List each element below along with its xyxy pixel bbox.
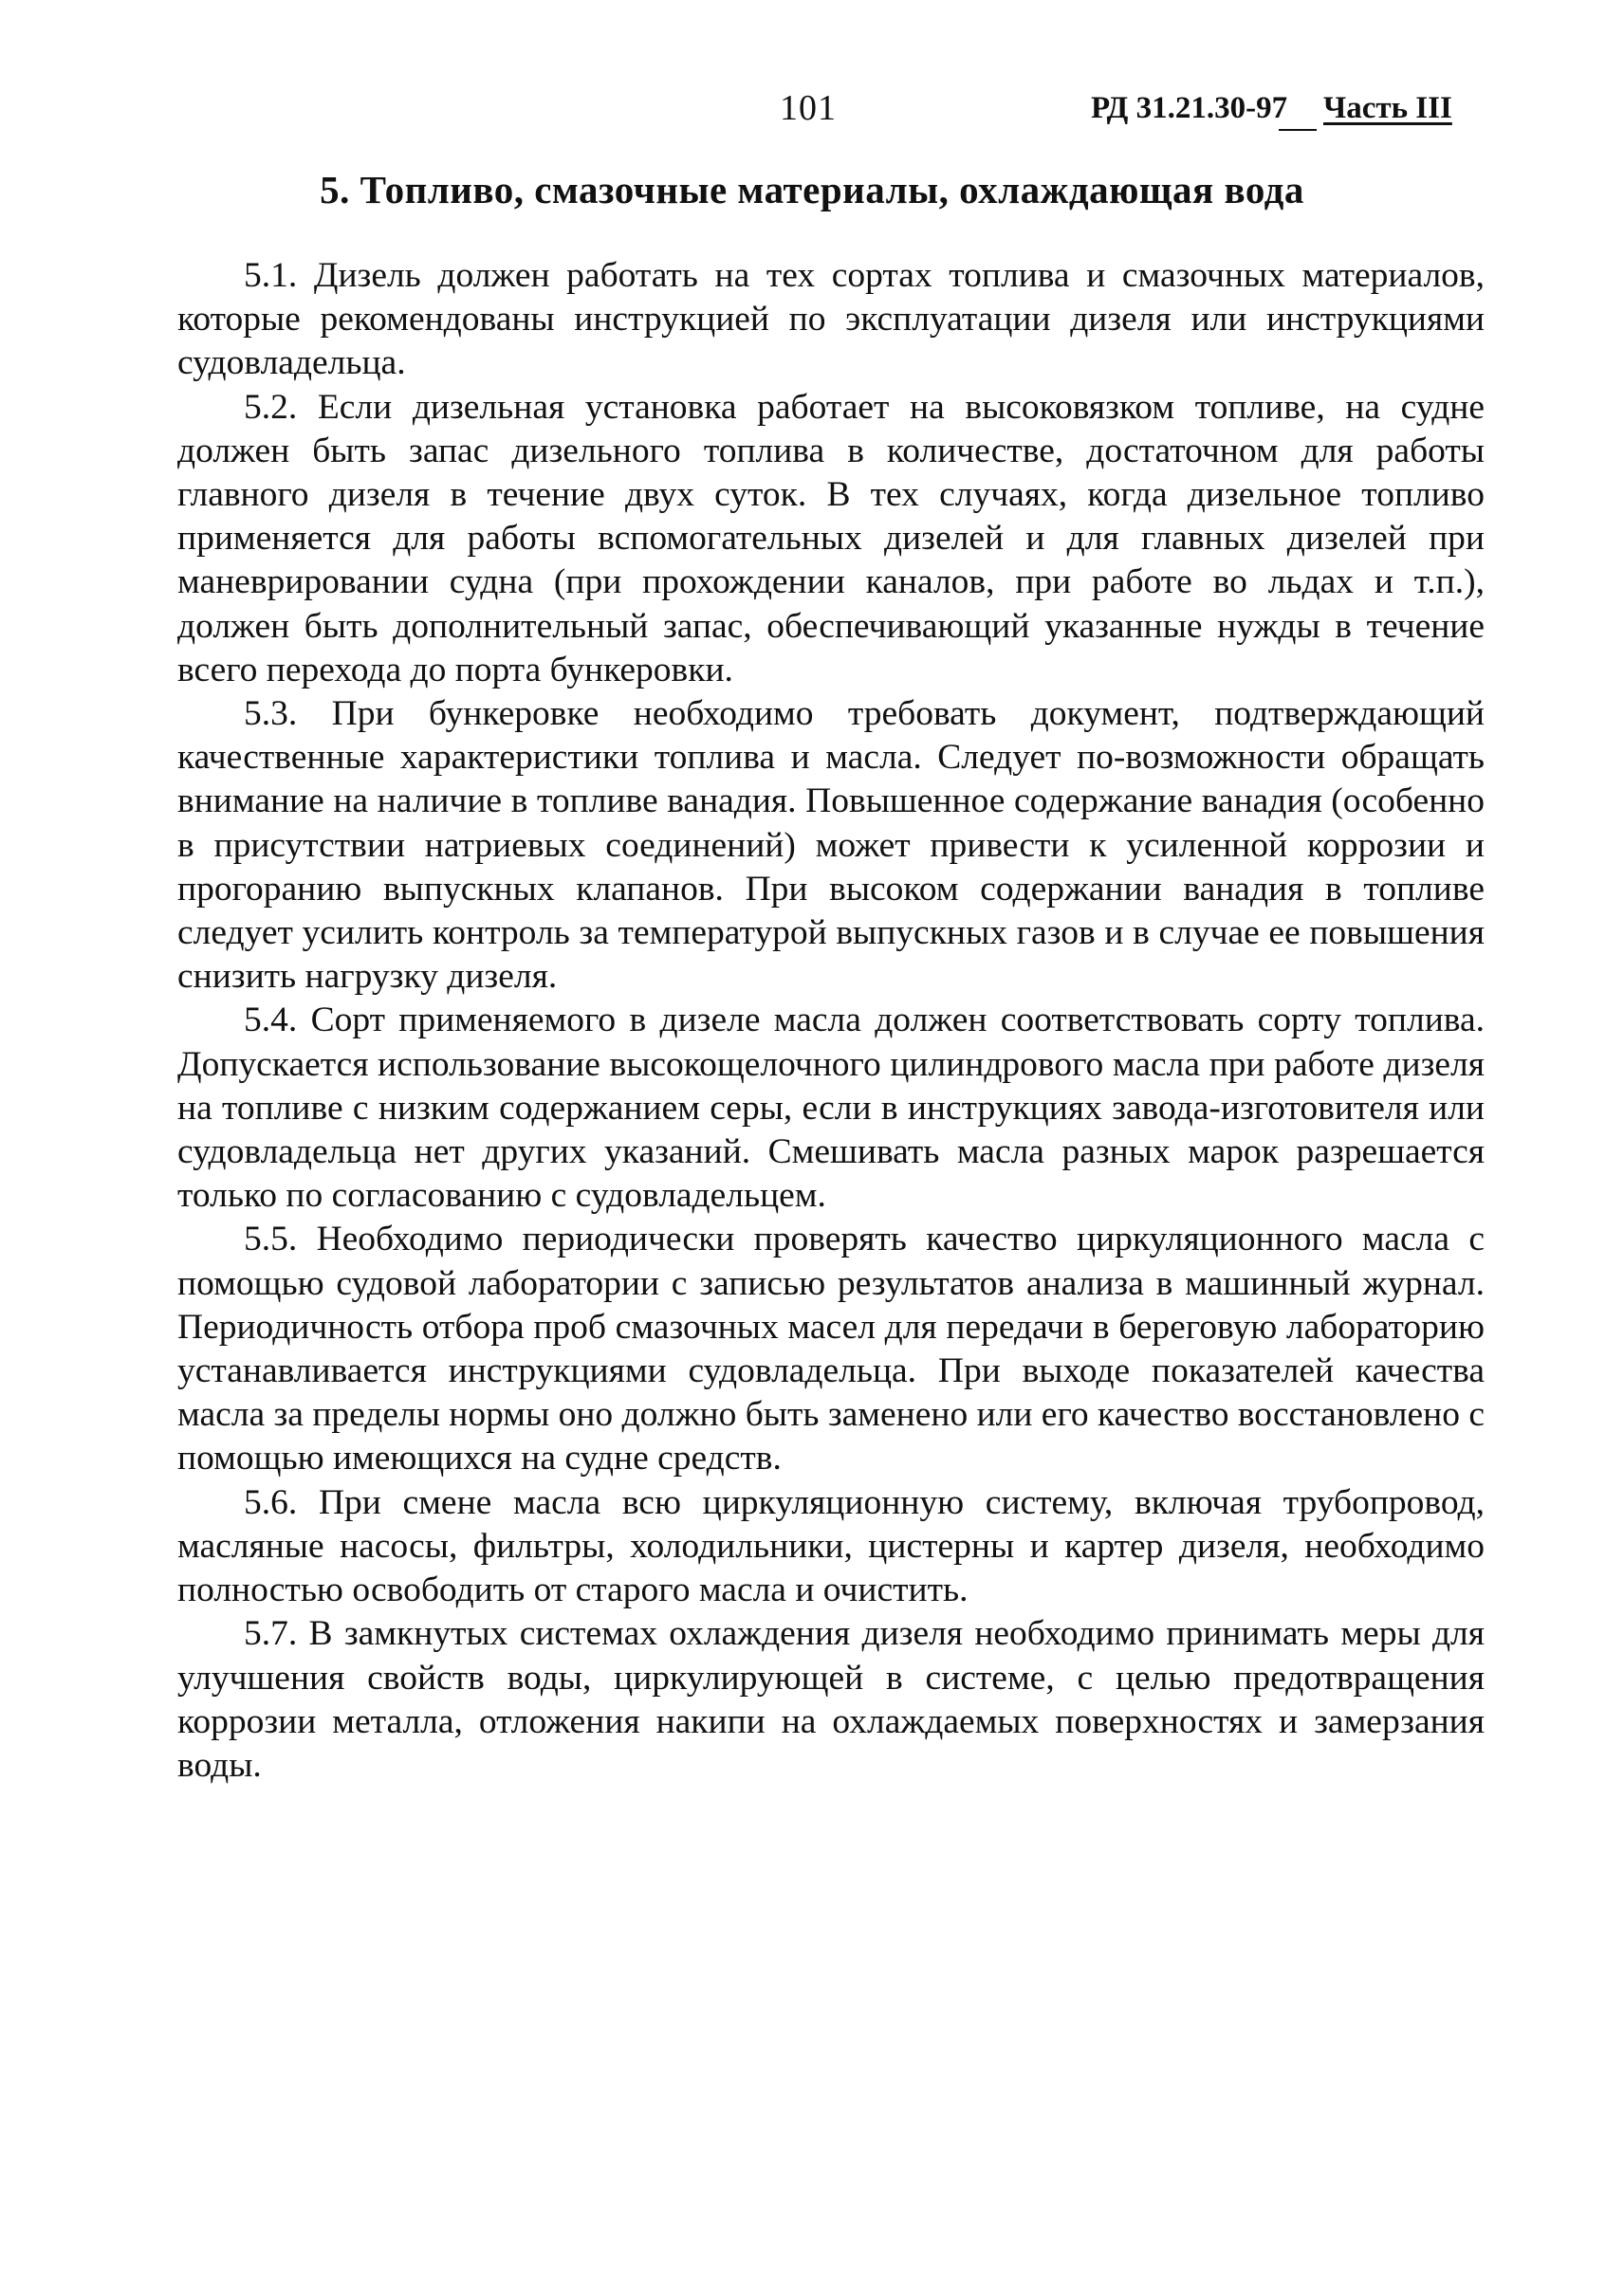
paragraph-5-2: 5.2. Если дизельная установка работает на высоковязком топливе, на судне должен быть запас дизельного топлива в количестве, достаточном для работы главного дизеля в течение двух суток. В тех случаях, когда дизельное топливо применяется для работы вспомогательных дизелей и для главных дизелей при маневрировании судна (при прохождении каналов, при работе во льдах и т.п.), должен быть дополнительный запас, обеспечивающий указанные нужды в течение всего перехода до порта бункеровки. [177,387,1485,689]
paragraph-5-6: 5.6. При смене масла всю циркуляционную систему, включая трубопровод, масляные насосы, фильтры, холодильники, цистерны и картер дизеля, необходимо полностью освободить от старого масла и очистить. [177,1482,1485,1610]
header-rule [1279,129,1317,131]
paragraph-5-4: 5.4. Сорт применяемого в дизеле масла должен соответствовать сорту топлива. Допускается использование высокощелочного цилиндрового масла при работе дизеля на топливе с низким содержанием серы, если в инструкциях завода-изготовителя или судовладельца нет других указаний. Смешивать масла разных марок разрешается только по согласованию с судовладельцем. [177,1001,1485,1216]
paragraph-5-3: 5.3. При бункеровке необходимо требовать документ, подтверждающий качественные характеристики топлива и масла. Следует по-возможности обращать внимание на наличие в топливе ванадия. Повышенное содержание ванадия (особенно в присутствии натриевых соединений) может привести к усиленной коррозии и прогоранию выпускных клапанов. При высоком содержании ванадия в топливе следует усилить контроль за температурой выпускных газов и в случае ее повышения снизить нагрузку дизеля. [177,694,1485,997]
page-header [0,87,1624,135]
section-title: 5. Топливо, смазочные материалы, охлаждающая вода [320,168,1304,211]
document-body [177,254,1485,1788]
document-code: РД 31.21.30-97 [1091,91,1288,125]
paragraph-5-7: 5.7. В замкнутых системах охлаждения дизеля необходимо принимать меры для улучшения свойств воды, циркулирующей в системе, с целью предотвращения коррозии металла, отложения накипи на охлаждаемых поверхностях и замерзания воды. [177,1614,1485,1785]
page-number: 101 [780,88,837,128]
paragraph-5-1: 5.1. Дизель должен работать на тех сортах топлива и смазочных материалов, которые рекомендованы инструкцией по эксплуатации дизеля или инструкциями судовладельца. [177,256,1485,383]
paragraph-5-5: 5.5. Необходимо периодически проверять качество циркуляционного масла с помощью судовой лаборатории с записью результатов анализа в машинный журнал. Периодичность отбора проб смазочных масел для передачи в береговую лабораторию устанавливается инструкциями судовладельца. При выходе показателей качества масла за пределы нормы оно должно быть заменено или его качество восстановлено с помощью имеющихся на судне средств. [177,1220,1485,1479]
document-part-label: Часть III [1323,91,1452,125]
